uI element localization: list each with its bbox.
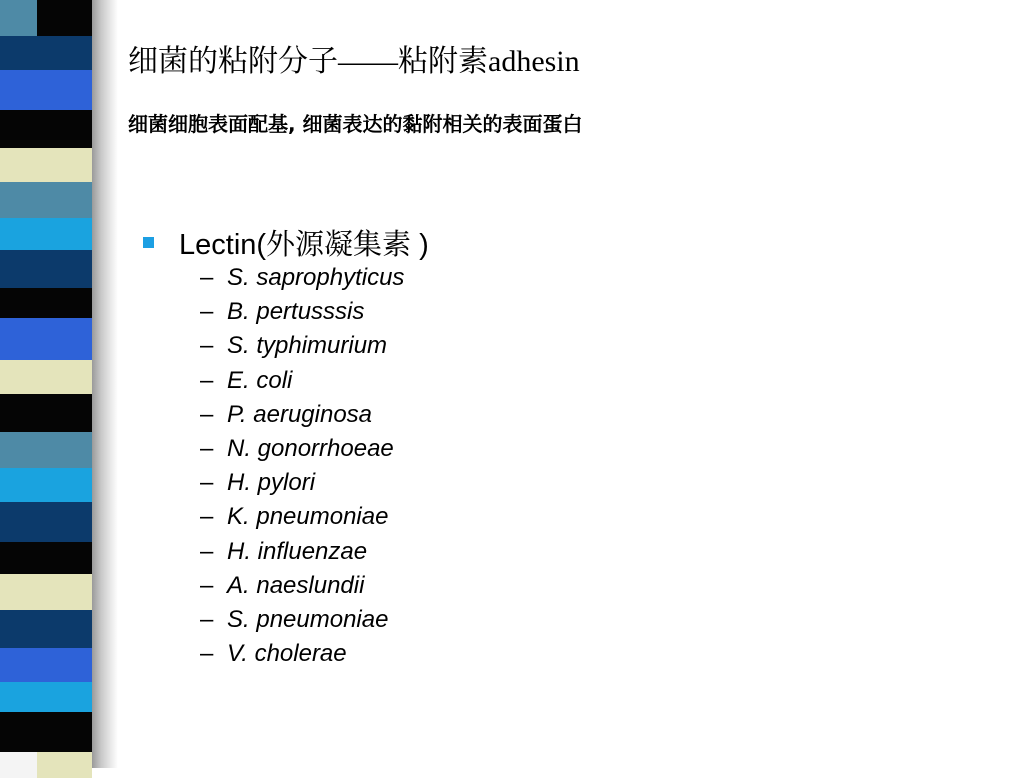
species-name: H. pylori xyxy=(227,469,316,497)
species-list-item xyxy=(200,466,404,500)
dash-marker: – xyxy=(200,469,214,497)
banner-stripe xyxy=(37,182,92,218)
banner-stripe xyxy=(37,394,92,432)
species-list-item xyxy=(200,261,404,295)
banner-stripe xyxy=(37,360,92,394)
banner-stripe xyxy=(0,502,37,542)
slide-title: 细菌的粘附分子——粘附素adhesin xyxy=(128,45,580,78)
species-name: S. saprophyticus xyxy=(227,264,405,291)
banner-stripe xyxy=(37,70,92,110)
species-list-item xyxy=(200,500,404,534)
banner-stripe xyxy=(37,318,92,360)
banner-stripe xyxy=(0,0,37,36)
dash-marker: – xyxy=(200,400,214,428)
species-list-item xyxy=(200,637,404,671)
species-list-item xyxy=(200,603,404,637)
banner-stripe xyxy=(37,502,92,542)
species-list-item xyxy=(200,432,404,466)
species-name: S. typhimurium xyxy=(227,332,388,360)
banner-stripe xyxy=(37,148,92,182)
banner-stripe xyxy=(0,682,37,712)
banner-stripe xyxy=(0,574,37,610)
banner-stripe xyxy=(0,288,37,318)
banner-stripe xyxy=(0,110,37,148)
species-list-item xyxy=(200,569,404,603)
banner-stripe-column-left xyxy=(0,0,37,768)
dash-marker: – xyxy=(200,366,214,394)
banner-stripe xyxy=(37,36,92,70)
banner-stripe xyxy=(37,752,92,778)
dash-marker: – xyxy=(200,434,214,462)
banner-stripe xyxy=(0,468,37,502)
banner-stripe-column-right xyxy=(37,0,92,768)
species-list-item xyxy=(200,535,404,569)
slide-subtitle: 细菌细胞表面配基, 细菌表达的黏附相关的表面蛋白 xyxy=(128,112,583,136)
bullet-item-lectin xyxy=(143,222,429,263)
dash-marker: – xyxy=(200,264,214,291)
dash-marker: – xyxy=(200,571,214,599)
banner-stripe xyxy=(0,648,37,682)
banner-stripe xyxy=(0,182,37,218)
banner-stripe xyxy=(37,682,92,712)
dash-marker: – xyxy=(200,298,214,326)
dash-marker: – xyxy=(200,605,214,633)
square-bullet-icon xyxy=(143,237,154,248)
species-name: N. gonorrhoeae xyxy=(227,434,394,462)
banner-stripe xyxy=(37,110,92,148)
banner-stripe xyxy=(0,712,37,752)
banner-stripe xyxy=(37,250,92,288)
species-name: S. pneumoniae xyxy=(227,605,389,633)
species-name: B. pertusssis xyxy=(227,298,365,326)
banner-stripe xyxy=(37,468,92,502)
species-list-item xyxy=(200,398,404,432)
dash-marker: – xyxy=(200,332,214,360)
banner-stripe xyxy=(0,432,37,468)
banner-stripe xyxy=(37,432,92,468)
banner-stripe xyxy=(37,610,92,648)
species-name: E. coli xyxy=(227,366,293,394)
banner-stripe xyxy=(37,0,92,36)
species-name: K. pneumoniae xyxy=(227,503,389,531)
dash-marker: – xyxy=(200,537,214,565)
banner-stripe xyxy=(37,542,92,574)
species-list-item xyxy=(200,364,404,398)
species-list-item xyxy=(200,295,404,329)
banner-stripe xyxy=(0,752,37,778)
banner-stripe xyxy=(0,218,37,250)
banner-stripe xyxy=(0,360,37,394)
species-name: V. cholerae xyxy=(227,640,347,668)
bullet-label: Lectin(外源凝集素 ) xyxy=(179,229,429,261)
banner-stripe xyxy=(0,148,37,182)
species-list-item xyxy=(200,329,404,363)
banner-stripe xyxy=(37,712,92,752)
species-list xyxy=(200,261,404,671)
dash-marker: – xyxy=(200,503,214,531)
banner-stripe xyxy=(0,70,37,110)
species-name: P. aeruginosa xyxy=(227,400,373,428)
banner-stripe xyxy=(37,218,92,250)
banner-stripe xyxy=(0,542,37,574)
dash-marker: – xyxy=(200,640,214,668)
banner-stripe xyxy=(37,288,92,318)
decorative-banner xyxy=(0,0,118,768)
banner-stripe xyxy=(0,610,37,648)
banner-stripe xyxy=(0,36,37,70)
banner-stripe xyxy=(37,574,92,610)
species-name: A. naeslundii xyxy=(227,571,365,599)
banner-stripe xyxy=(37,648,92,682)
banner-stripe xyxy=(0,394,37,432)
banner-stripe xyxy=(0,250,37,288)
banner-stripe xyxy=(0,318,37,360)
species-name: H. influenzae xyxy=(227,537,368,565)
banner-shadow xyxy=(92,0,118,768)
